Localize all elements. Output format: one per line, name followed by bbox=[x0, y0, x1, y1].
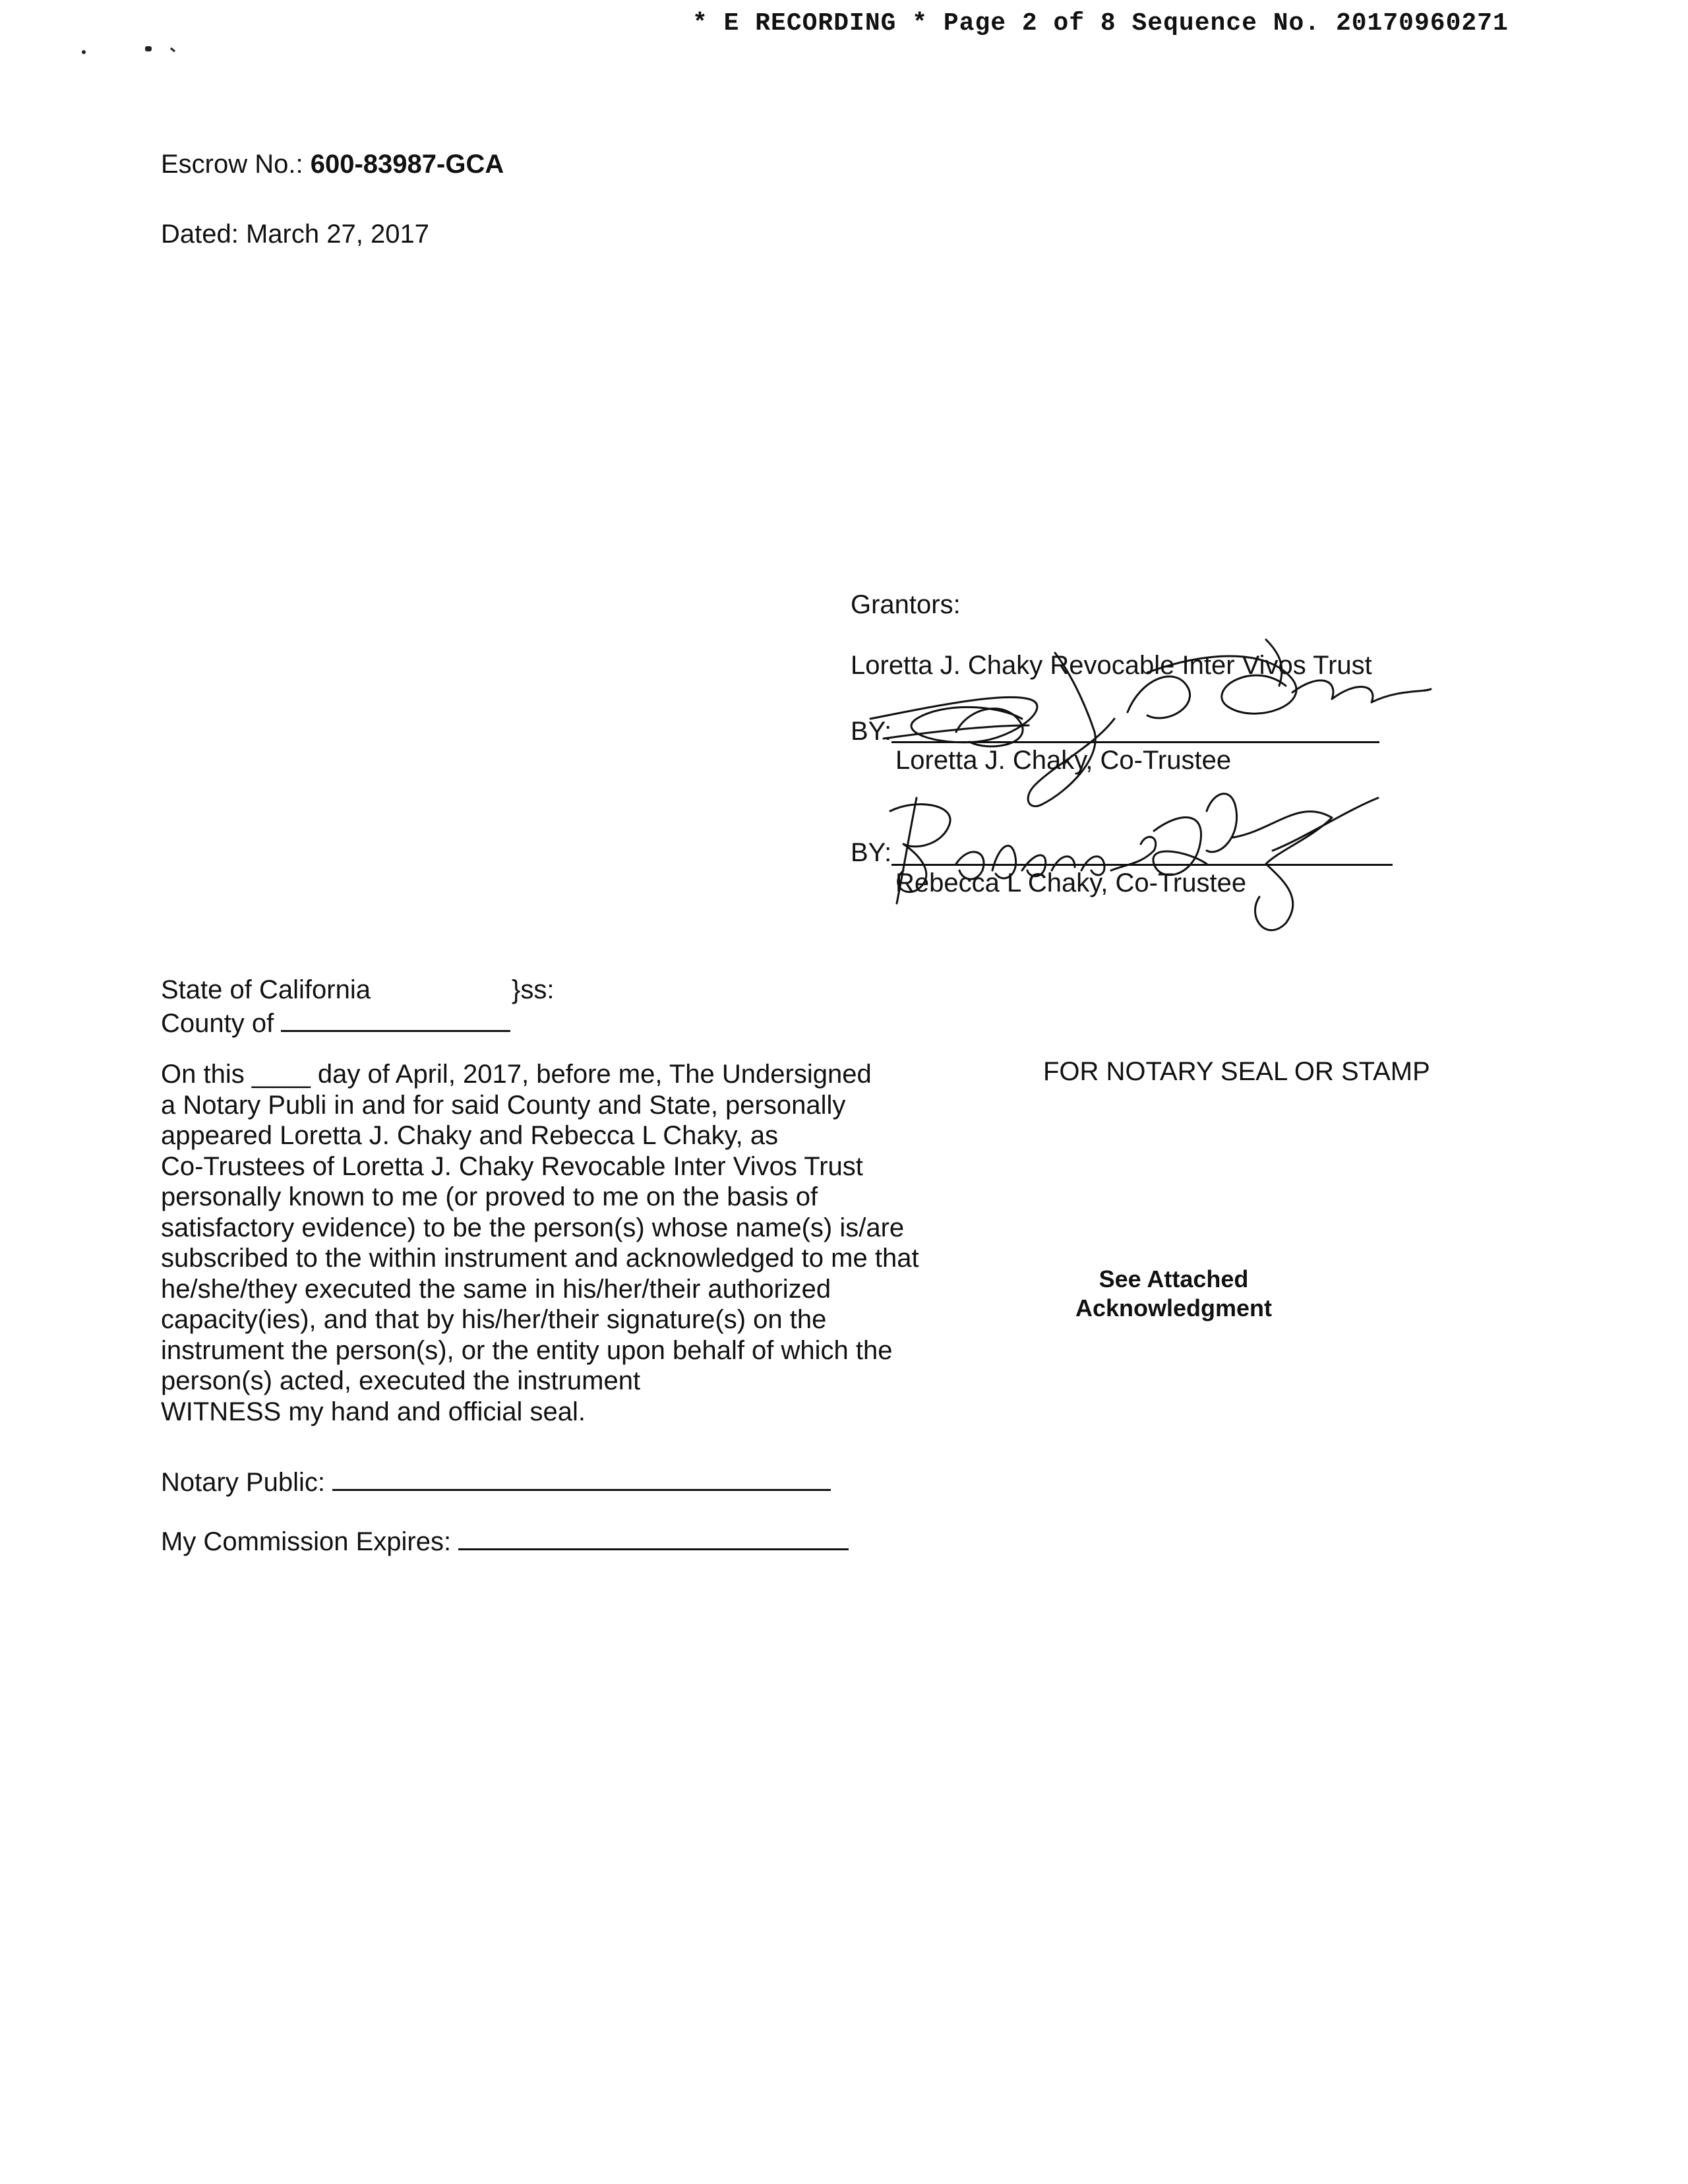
stamp-line: Acknowledgment bbox=[1075, 1294, 1273, 1321]
venue-ss: }ss: bbox=[512, 975, 555, 1004]
county-blank-line bbox=[281, 1006, 510, 1032]
dated-label: Dated: bbox=[161, 220, 239, 249]
ack-line: personally known to me (or proved to me on the basis of bbox=[161, 1182, 818, 1211]
ack-line: WITNESS my hand and official seal. bbox=[161, 1397, 586, 1426]
escrow-line bbox=[161, 149, 504, 179]
escrow-number: 600-83987-GCA bbox=[310, 150, 504, 179]
notary-public-blank-line bbox=[332, 1465, 831, 1491]
ack-line: person(s) acted, executed the instrument bbox=[161, 1366, 641, 1395]
see-attached-stamp bbox=[1042, 1265, 1306, 1323]
ack-line: instrument the person(s), or the entity upon behalf of which the bbox=[161, 1335, 893, 1365]
ack-line: Co-Trustees of Loretta J. Chaky Revocable Inter Vivos Trust bbox=[161, 1151, 863, 1181]
stamp-line: See Attached bbox=[1099, 1265, 1249, 1292]
recording-header: * E RECORDING * Page 2 of 8 Sequence No. 20170960271 bbox=[692, 9, 1509, 38]
commission-blank-line bbox=[458, 1525, 849, 1550]
notary-public-row bbox=[161, 1465, 831, 1498]
venue-county bbox=[161, 1006, 510, 1039]
scan-mark bbox=[145, 46, 152, 51]
ack-line: capacity(ies), and that by his/her/their signature(s) on the bbox=[161, 1305, 827, 1334]
county-label: County of bbox=[161, 1009, 274, 1038]
scan-mark bbox=[82, 50, 86, 54]
by-label-1: BY: bbox=[851, 717, 892, 746]
signature-rebecca bbox=[877, 772, 1378, 943]
ack-line: a Notary Publi in and for said County and State, personally bbox=[161, 1090, 846, 1120]
trust-name: Loretta J. Chaky Revocable Inter Vivos Trust bbox=[851, 651, 1372, 680]
ack-line: On this ____ day of April, 2017, before me, The Undersigned bbox=[161, 1060, 872, 1089]
signer-1-name: Loretta J. Chaky, Co-Trustee bbox=[895, 746, 1232, 775]
notary-seal-heading: FOR NOTARY SEAL OR STAMP bbox=[1043, 1057, 1430, 1086]
ack-line: he/she/they executed the same in his/her/their authorized bbox=[161, 1274, 831, 1304]
commission-row bbox=[161, 1525, 849, 1557]
signer-2-name: Rebecca L Chaky, Co-Trustee bbox=[895, 868, 1247, 897]
escrow-label: Escrow No.: bbox=[161, 150, 303, 179]
ack-line: satisfactory evidence) to be the person(s) whose name(s) is/are bbox=[161, 1213, 905, 1242]
venue-state: State of California bbox=[161, 975, 371, 1004]
notary-public-label: Notary Public: bbox=[161, 1468, 325, 1497]
acknowledgment-body bbox=[161, 1059, 972, 1427]
ack-line: subscribed to the within instrument and acknowledged to me that bbox=[161, 1244, 919, 1273]
dated-line bbox=[161, 219, 429, 249]
scan-mark bbox=[170, 47, 175, 52]
ack-line: appeared Loretta J. Chaky and Rebecca L Chaky, as bbox=[161, 1121, 779, 1150]
by-label-2: BY: bbox=[851, 838, 892, 867]
dated-date: March 27, 2017 bbox=[245, 220, 429, 249]
grantors-heading: Grantors: bbox=[851, 590, 961, 619]
commission-label: My Commission Expires: bbox=[161, 1527, 452, 1556]
